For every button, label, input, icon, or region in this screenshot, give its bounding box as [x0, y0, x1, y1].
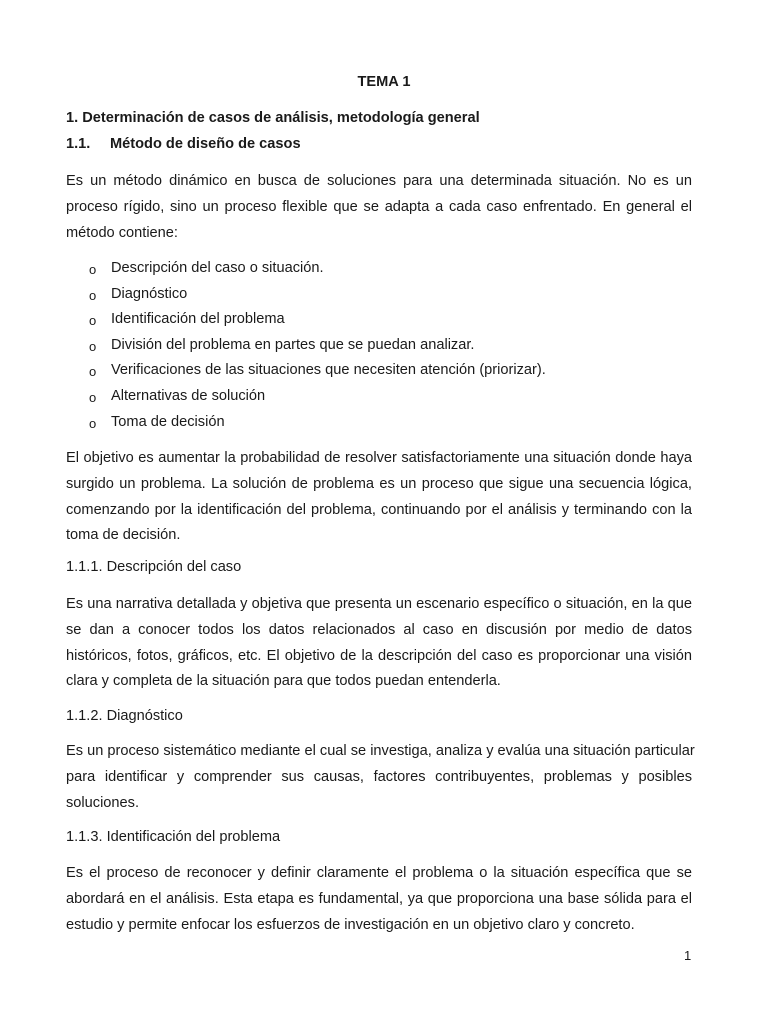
- list-item-text: Toma de decisión: [111, 413, 225, 430]
- intro-paragraph: [66, 169, 692, 246]
- objective-line: comenzando por la identificación del problema, continuando por el análisis y terminando con la: [66, 501, 692, 518]
- case-description-line: históricos, fotos, gráficos, etc. El objetivo de la descripción del caso es proporcionar una visión: [66, 647, 692, 664]
- problem-identification-paragraph: [66, 861, 692, 938]
- objective-line: surgido un problema. La solución de problema es un proceso que sigue una secuencia lógica,: [66, 475, 692, 492]
- diagnosis-line: Es un proceso sistemático mediante el cual se investiga, analiza y evalúa una situación particular: [66, 743, 695, 759]
- bullet-marker: o: [89, 389, 97, 405]
- intro-line: método contiene:: [66, 224, 178, 241]
- list-item-text: Verificaciones de las situaciones que necesiten atención (priorizar).: [111, 362, 546, 379]
- list-item-text: Identificación del problema: [111, 311, 285, 328]
- bullet-marker: o: [89, 287, 97, 303]
- list-item-text: Diagnóstico: [111, 285, 188, 302]
- problem-identification-line: Es el proceso de reconocer y definir claramente el problema o la situación específica que se: [66, 865, 692, 881]
- bullet-marker: o: [89, 338, 97, 354]
- heading-section-1-1-number: 1.1.: [66, 136, 91, 152]
- subheading-1-1-3: 1.1.3. Identificación del problema: [66, 829, 281, 845]
- subheading-1-1-2: 1.1.2. Diagnóstico: [66, 708, 183, 724]
- case-description-paragraph: [66, 592, 692, 695]
- case-description-line: se dan a conocer todos los datos relacionados al caso en discusión por medio de datos: [66, 621, 692, 638]
- diagnosis-line: para identificar y comprender sus causas, factores contribuyentes, problemas y posibles: [66, 768, 692, 785]
- intro-line: proceso rígido, sino un proceso flexible que se adapta a cada caso enfrentado. En general el: [66, 198, 692, 215]
- page-number: 1: [684, 948, 692, 963]
- heading-section-1: 1. Determinación de casos de análisis, metodología general: [66, 110, 480, 126]
- intro-line: Es un método dinámico en busca de soluciones para una determinada situación. No es un: [66, 173, 692, 189]
- subheading-1-1-1: 1.1.1. Descripción del caso: [66, 559, 242, 575]
- diagnosis-line: soluciones.: [66, 794, 140, 811]
- case-description-line: clara y completa de la situación para que todos puedan entenderla.: [66, 673, 501, 690]
- diagnosis-paragraph: [66, 739, 695, 816]
- list-item-text: Descripción del caso o situación.: [111, 260, 324, 276]
- list-item-text: Alternativas de solución: [111, 387, 266, 404]
- objective-paragraph: [66, 446, 692, 549]
- objective-line: El objetivo es aumentar la probabilidad de resolver satisfactoriamente una situación donde haya: [66, 450, 692, 466]
- objective-line: toma de decisión.: [66, 527, 181, 544]
- bullet-marker: o: [89, 415, 97, 431]
- case-description-line: Es una narrativa detallada y objetiva que presenta un escenario específico o situación, en la que: [66, 596, 692, 612]
- heading-section-1-1-text: Método de diseño de casos: [110, 136, 301, 152]
- list-item-text: División del problema en partes que se puedan analizar.: [111, 336, 475, 353]
- bullet-marker: o: [89, 313, 97, 329]
- problem-identification-line: estudio y permite enfocar los esfuerzos de investigación en un objetivo claro y concreto.: [66, 916, 635, 933]
- bullet-marker: o: [89, 262, 97, 277]
- heading-section-1-1: [66, 136, 301, 152]
- page-title: TEMA 1: [357, 74, 411, 90]
- bullet-marker: o: [89, 364, 97, 380]
- problem-identification-line: abordará en el análisis. Esta etapa es fundamental, ya que proporciona una base sólida para el: [66, 890, 692, 907]
